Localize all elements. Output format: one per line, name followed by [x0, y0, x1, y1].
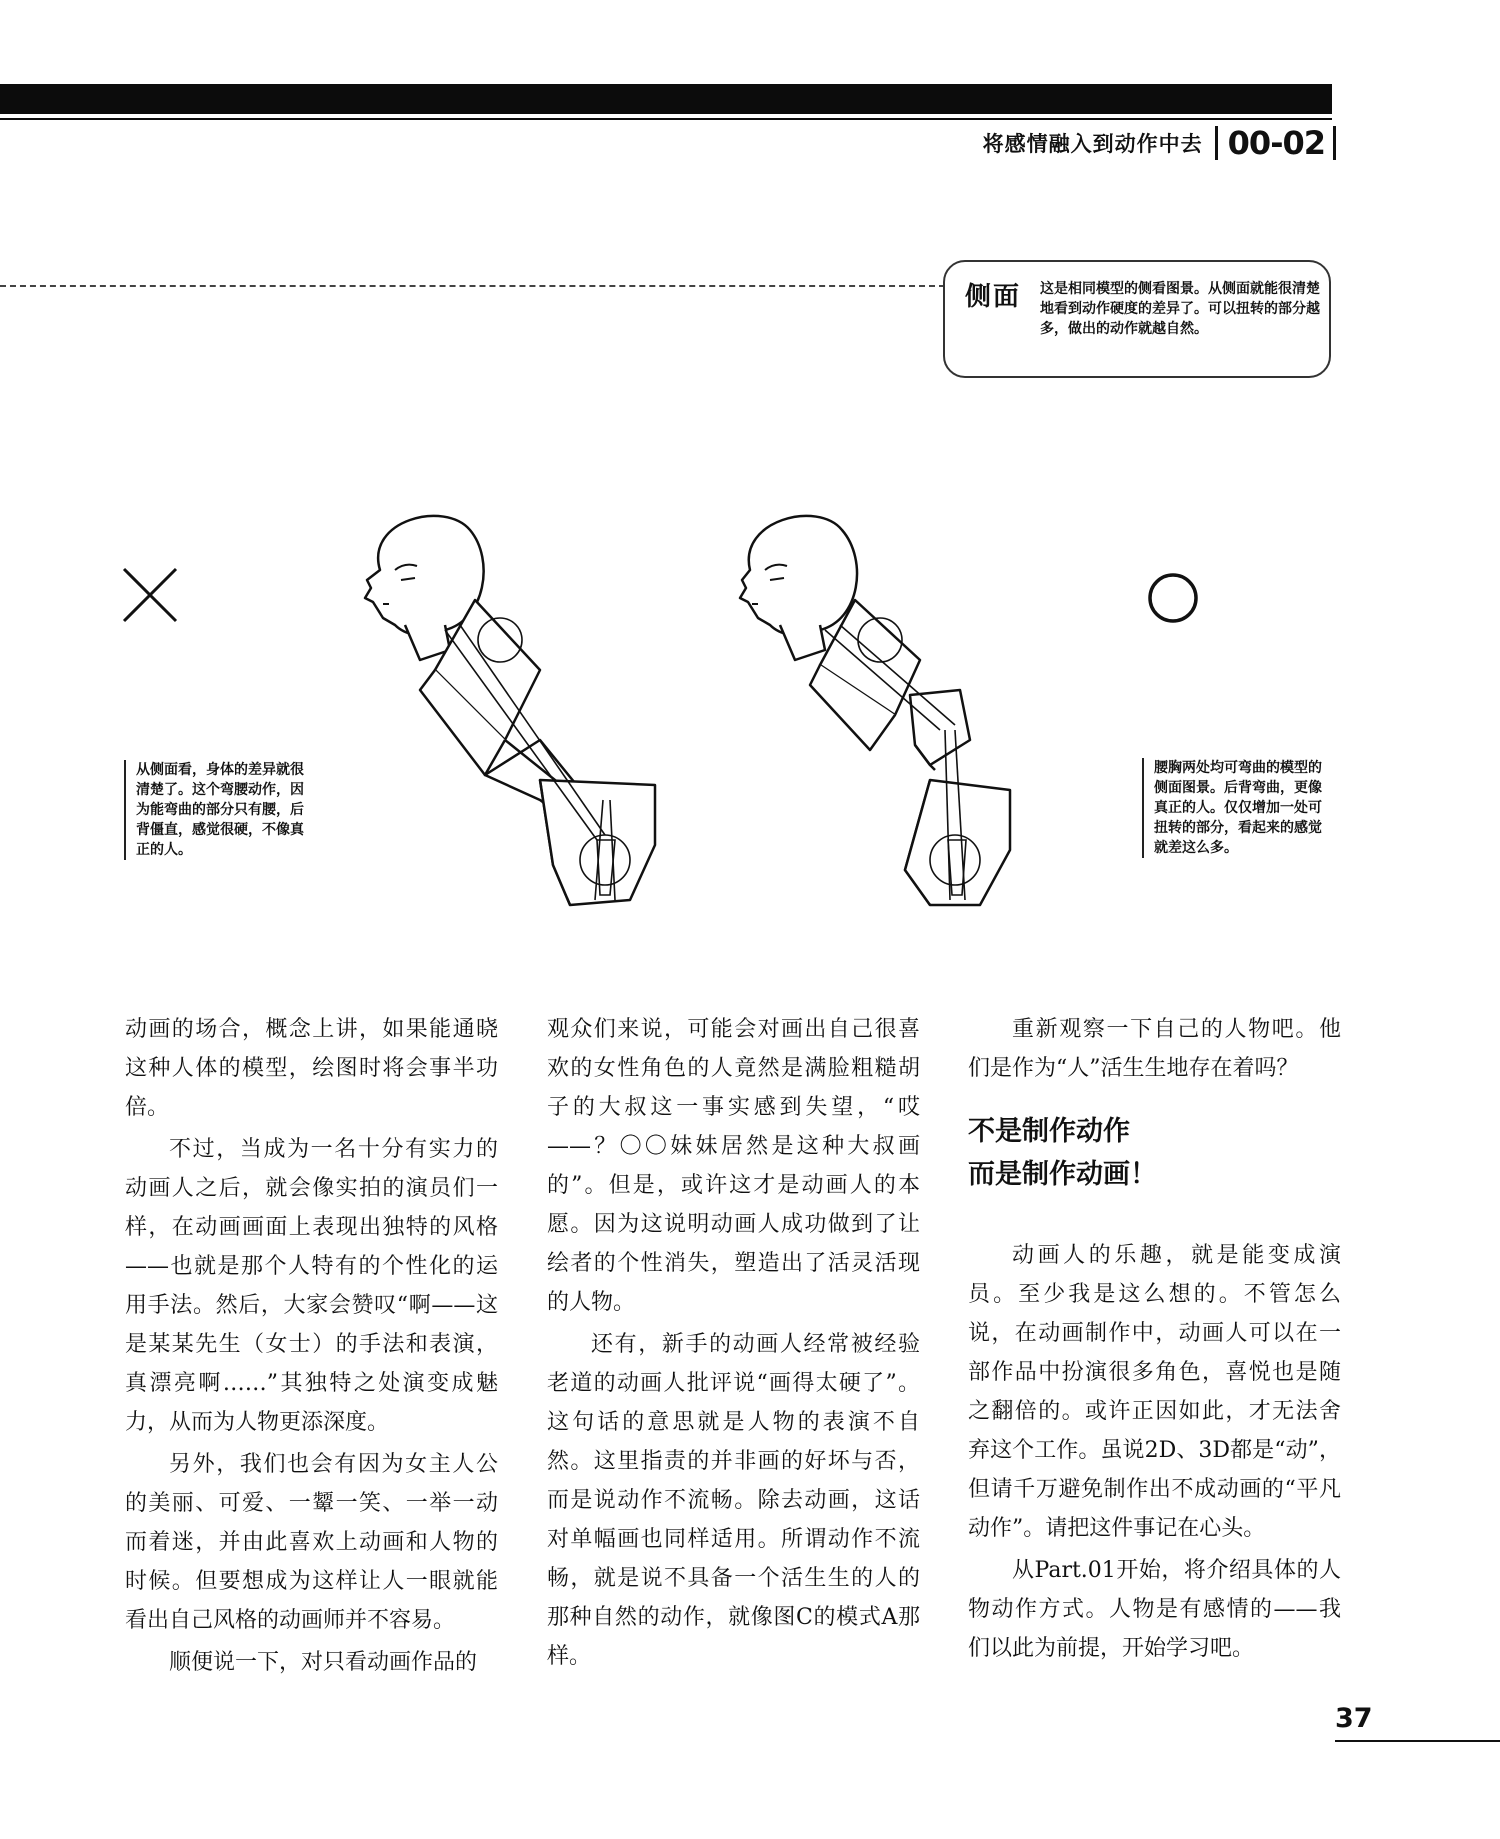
wrong-mark-icon: [120, 565, 180, 625]
paragraph: 还有，新手的动画人经常被经验老道的动画人批评说“画得太硬了”。这句话的意思就是人物的表演不自然。这里指责的并非画的好坏与否，而是说动作不流畅。除去动画，这话对单幅画也同样适用。所谓动作不流畅，就是说不具备一个活生生的人的那种自然的动作，就像图C的模式A那样。: [547, 1332, 920, 1669]
paragraph: 动画的场合，概念上讲，如果能通晓这种人体的模型，绘图时将会事半功倍。: [125, 1017, 498, 1120]
section-code: 00-02: [1227, 124, 1325, 162]
natural-figure-illustration: [730, 500, 1060, 925]
header-band-rule: [0, 118, 1332, 120]
paragraph: 顺便说一下，对只看动画作品的: [169, 1650, 478, 1675]
callout-title: 侧面: [965, 282, 1022, 312]
header-divider: [1215, 126, 1218, 160]
paragraph: 重新观察一下自己的人物吧。他们是作为“人”活生生地存在着吗？: [968, 1017, 1341, 1081]
section-heading: [968, 1110, 1341, 1196]
paragraph: 观众们来说，可能会对画出自己很喜欢的女性角色的人竟然是满脸粗糙胡子的大叔这一事实感到失望，“哎——？〇〇妹妹居然是这种大叔画的”。但是，或许这才是动画人的本愿。因为这说明动画人成功做到了让绘者的个性消失，塑造出了活灵活现的人物。: [547, 1017, 920, 1315]
paragraph: 不过，当成为一名十分有实力的动画人之后，就会像实拍的演员们一样，在动画画面上表现出独特的风格——也就是那个人特有的个性化的运用手法。然后，大家会赞叹“啊——这是某某先生（女士）的手法和表演，真漂亮啊……”其独特之处演变成魅力，从而为人物更添深度。: [125, 1137, 498, 1435]
page-number: 37: [1335, 1703, 1373, 1734]
text-column-3: [968, 1010, 1341, 1671]
paragraph: 动画人的乐趣，就是能变成演员。至少我是这么想的。不管怎么说，在动画制作中，动画人可以在一部作品中扮演很多角色，喜悦也是随之翻倍的。或许正因如此，才无法舍弃这个工作。虽说2D、3D都是“动”，但请千万避免制作出不成动画的“平凡动作”。请把这件事记在心头。: [968, 1243, 1341, 1541]
side-view-callout: [943, 260, 1331, 378]
chapter-title: 将感情融入到动作中去: [982, 132, 1203, 156]
right-figure-note: 腰胸两处均可弯曲的模型的侧面图景。后背弯曲，更像真正的人。仅仅增加一处可扭转的部分，看起来的感觉就差这么多。: [1142, 758, 1332, 858]
heading-line: 不是制作动作: [968, 1116, 1130, 1147]
heading-line: 而是制作动画！: [968, 1159, 1157, 1190]
text-column-1: [125, 1010, 498, 1685]
running-header: [983, 122, 1336, 164]
paragraph: 另外，我们也会有因为女主人公的美丽、可爱、一颦一笑、一举一动而着迷，并由此喜欢上动画和人物的时候。但要想成为这样让人一眼就能看出自己风格的动画师并不容易。: [125, 1452, 498, 1633]
callout-text: 这是相同模型的侧看图景。从侧面就能很清楚地看到动作硬度的差异了。可以扭转的部分越多，做出的动作就越自然。: [1040, 281, 1320, 337]
paragraph: 从Part.01开始，将介绍具体的人物动作方式。人物是有感情的——我们以此为前提，开始学习吧。: [968, 1558, 1341, 1661]
text-column-2: [547, 1010, 920, 1679]
header-band: [0, 84, 1332, 114]
dashed-rule: [0, 285, 945, 287]
left-figure-note: 从侧面看，身体的差异就很清楚了。这个弯腰动作，因为能弯曲的部分只有腰，后背僵直，感觉很硬，不像真正的人。: [124, 760, 304, 860]
stiff-figure-illustration: [325, 500, 695, 925]
header-divider-end: [1333, 126, 1336, 160]
correct-mark-icon: [1145, 570, 1201, 626]
page-number-rule: [1335, 1740, 1500, 1742]
